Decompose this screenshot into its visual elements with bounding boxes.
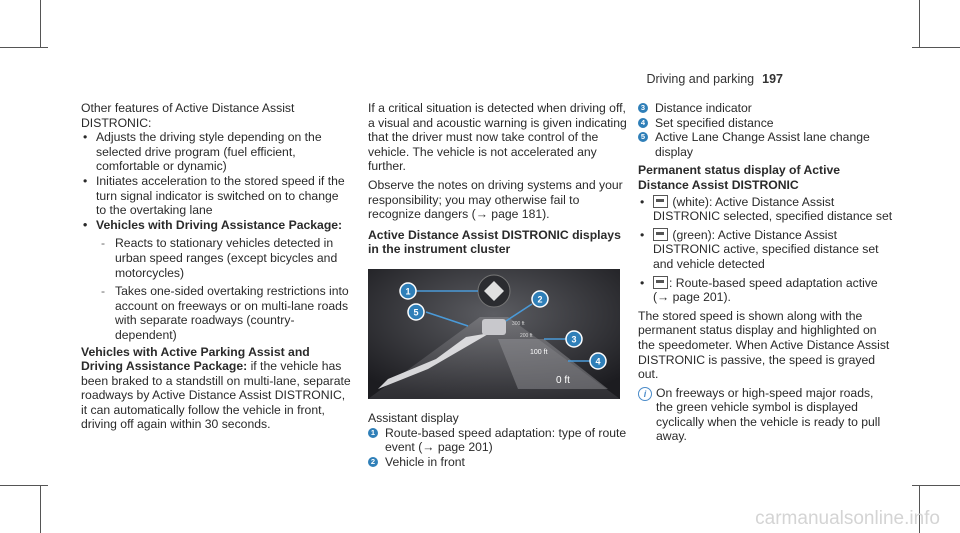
svg-text:5: 5 (413, 307, 419, 318)
page-number: 197 (762, 72, 783, 86)
callout-marker (566, 331, 582, 347)
bullet-text: (green): Active Distance Assist DISTRONIC active, specified distance set and vehicle detected (653, 227, 879, 271)
legend-item (638, 130, 893, 159)
section-title: Driving and parking (646, 72, 755, 86)
distance-label: 100 ft (530, 348, 548, 356)
column-1 (81, 101, 351, 432)
sub-item: - Reacts to stationary vehicles detected in urban speed ranges (except bicycles and motorcycles) (81, 236, 351, 280)
bullet-item (638, 276, 893, 305)
paragraph: If a critical situation is detected when driving off, a visual and acoustic warning is given indicating that the driver must now take control of the vehicle. The vehicle is not accelerated any further. (368, 101, 627, 174)
info-icon: i (638, 387, 652, 401)
legend-number: 2 (368, 457, 378, 467)
svg-text:3: 3 (571, 334, 577, 345)
legend-text: Vehicle in front (385, 454, 465, 469)
bullet-item: • Adjusts the driving style depending on the selected drive program (fuel efficient, comfortable or dynamic) (81, 130, 351, 174)
legend-text: Set specified distance (655, 115, 774, 130)
paragraph: Observe the notes on driving systems and your responsibility; you may otherwise fail to recognize dangers (→ page 181). (368, 177, 623, 222)
ppa-text: if the vehicle has been braked to a standstill on multi-lane, separate roadways by Active Distance Assist DISTRONIC, it can automatically follow the vehicle in front, driving off again within 30 seconds. (81, 359, 351, 432)
legend-item (638, 116, 893, 131)
legend-item (368, 426, 630, 455)
note-text: On freeways or high-speed major roads, the green vehicle symbol is displayed cyclically when the vehicle is ready to pull away. (656, 385, 881, 444)
crop-mark (40, 0, 41, 48)
section-heading: Active Distance Assist DISTRONIC displays in the instrument cluster (368, 227, 621, 257)
note (638, 386, 893, 444)
bullet-text: : Route-based speed adaptation active (→ page 201). (653, 275, 878, 305)
vehicle-in-front-icon (482, 319, 506, 335)
ppa-heading: Vehicles with Active Parking Assist and Driving Assistance Package: (81, 344, 310, 374)
bullet-item (638, 228, 893, 272)
bullet-item (638, 195, 893, 224)
legend-number: 4 (638, 118, 648, 128)
distance-label: 200 ft (520, 332, 533, 339)
callout-marker (532, 291, 548, 307)
column-2 (368, 101, 630, 469)
route-speed-adaptation-icon (653, 276, 668, 289)
crop-mark (0, 47, 48, 48)
sub-item: - Takes one-sided overtaking restrictions into account on freeways or on multi-lane roads with separate roadways (country-dependent) (81, 284, 351, 342)
legend-text: Distance indicator (655, 101, 752, 115)
legend-number: 5 (638, 132, 648, 142)
distronic-white-icon (653, 195, 668, 208)
figure-caption: Assistant display (368, 410, 459, 425)
callout-marker (590, 353, 606, 369)
distance-label: 0 ft (556, 374, 570, 386)
svg-text:2: 2 (537, 294, 543, 305)
crop-mark (912, 47, 960, 48)
crop-mark (919, 0, 920, 48)
crop-mark (912, 485, 960, 486)
watermark: carmanualsonline.info (755, 508, 940, 529)
paragraph: The stored speed is shown along with the permanent status display and highlighted on the speedometer. When Active Distance Assist DISTRONIC is passive, the speed is grayed out. (638, 308, 890, 382)
distance-label: 300 ft (512, 320, 525, 327)
bullet-text: (white): Active Distance Assist DISTRONIC selected, specified distance set (653, 194, 893, 224)
crop-mark (40, 485, 41, 533)
intro-text: Other features of Active Distance Assist DISTRONIC: (81, 101, 295, 130)
legend-number: 3 (638, 103, 648, 113)
section-heading: Permanent status display of Active Distance Assist DISTRONIC (638, 163, 841, 192)
legend-number: 1 (368, 428, 378, 438)
callout-marker (408, 304, 424, 320)
page-header (646, 72, 783, 86)
distronic-green-icon (653, 228, 668, 241)
legend-item (638, 101, 893, 116)
legend-text: Active Lane Change Assist lane change display (655, 130, 870, 159)
crop-mark (0, 485, 48, 486)
assistant-display-figure (368, 269, 620, 399)
column-3 (638, 101, 893, 444)
dap-heading: • Vehicles with Driving Assistance Package: (81, 218, 351, 233)
svg-text:4: 4 (595, 356, 601, 367)
legend-item (368, 455, 630, 470)
callout-marker (400, 283, 416, 299)
legend-text: Route-based speed adaptation: type of route event (→ page 201) (385, 425, 627, 455)
svg-text:1: 1 (405, 286, 411, 297)
bullet-item: • Initiates acceleration to the stored speed if the turn signal indicator is switched on to change to the overtaking lane (81, 174, 351, 218)
ppa-paragraph (81, 345, 351, 433)
